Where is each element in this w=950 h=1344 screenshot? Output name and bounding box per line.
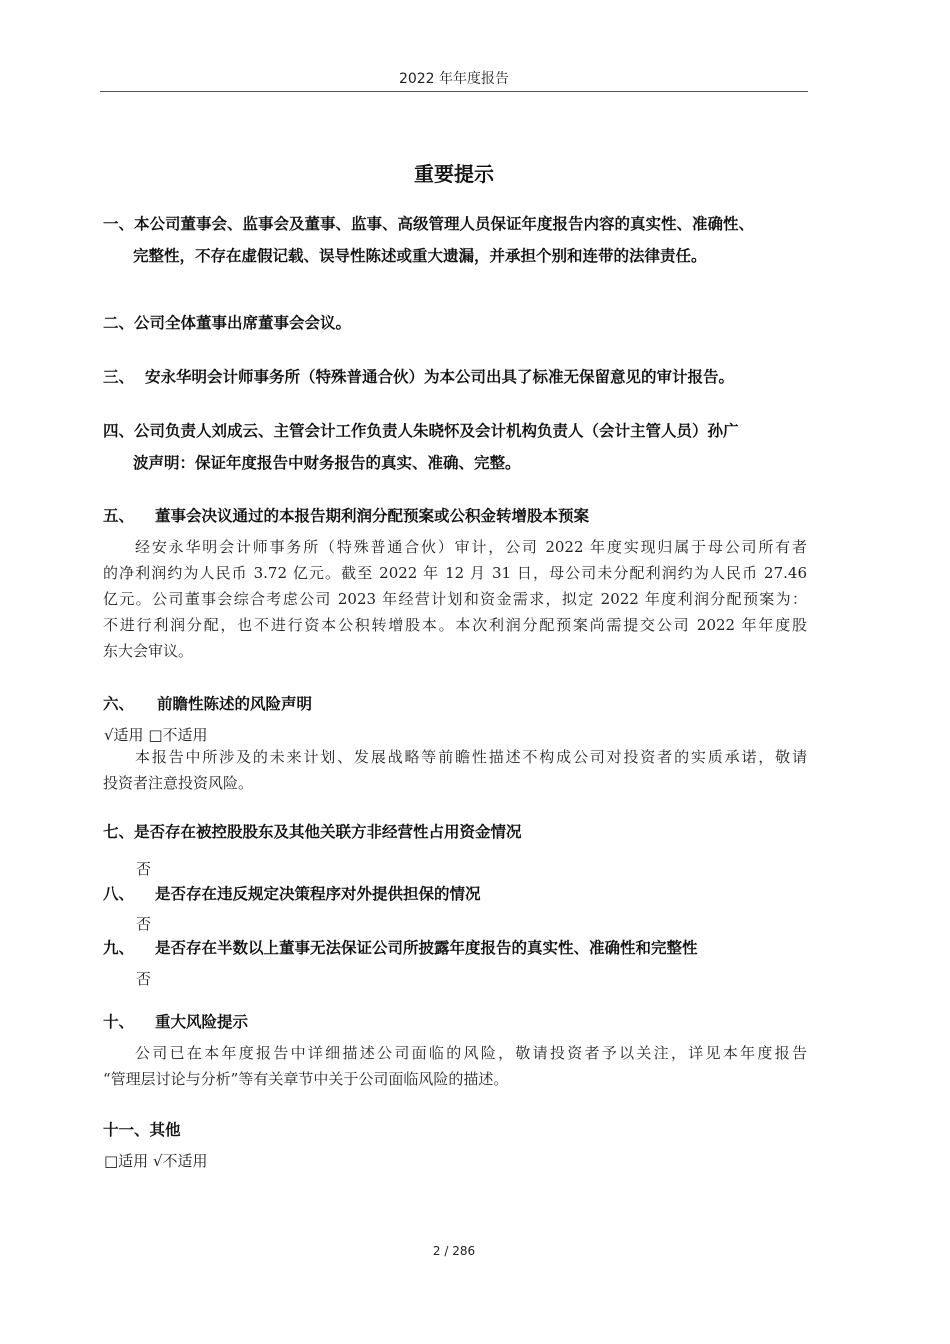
section-5-para-line: 经安永华明会计师事务所（特殊普通合伙）审计，公司 2022 年度实现归属于母公司所有者	[135, 538, 807, 556]
section-4-line-1: 四、公司负责人刘成云、主管会计工作负责人朱晓怀及会计机构负责人（会计主管人员）孙广	[103, 422, 739, 440]
header-divider	[100, 91, 808, 92]
section-1-line-1: 一、本公司董事会、监事会及董事、监事、高级管理人员保证年度报告内容的真实性、准确性、	[103, 215, 755, 233]
section-9-heading: 是否存在半数以上董事无法保证公司所披露年度报告的真实性、准确性和完整性	[155, 939, 698, 957]
section-5-para-line: 东大会审议。	[103, 642, 194, 660]
section-10-heading: 重大风险提示	[155, 1013, 249, 1031]
section-6-applicability: √适用 □不适用	[104, 726, 208, 744]
section-5-para-line: 的净利润约为人民币 3.72 亿元。截至 2022 年 12 月 31 日，母公司未分配利润约为人民币 27.46	[103, 564, 807, 582]
section-6-para-line: 投资者注意投资风险。	[103, 774, 254, 792]
section-2: 二、公司全体董事出席董事会会议。	[103, 314, 352, 332]
section-5-heading: 董事会决议通过的本报告期利润分配预案或公积金转增股本预案	[155, 507, 590, 525]
section-9-number: 九、	[103, 939, 135, 957]
section-8-heading: 是否存在违反规定决策程序对外提供担保的情况	[155, 885, 481, 903]
section-3-text: 安永华明会计师事务所（特殊普通合伙）为本公司出具了标准无保留意见的审计报告。	[145, 368, 735, 386]
section-3-number: 三、	[103, 368, 135, 386]
section-5-para-line: 亿元。公司董事会综合考虑公司 2023 年经营计划和资金需求，拟定 2022 年度利润分配预案为：	[103, 590, 807, 608]
page-title: 重要提示	[414, 162, 494, 186]
section-6-para-line: 本报告中所涉及的未来计划、发展战略等前瞻性描述不构成公司对投资者的实质承诺，敬请	[135, 748, 807, 766]
section-10-para-line: 公司已在本年度报告中详细描述公司面临的风险，敬请投资者予以关注，详见本年度报告	[135, 1044, 807, 1062]
section-9-answer: 否	[136, 970, 152, 988]
section-1-line-2: 完整性，不存在虚假记载、误导性陈述或重大遗漏，并承担个别和连带的法律责任。	[133, 247, 707, 265]
running-header: 2022 年年度报告	[398, 71, 510, 87]
page-number: 2 / 286	[432, 1244, 476, 1258]
section-4-line-2: 波声明：保证年度报告中财务报告的真实、准确、完整。	[133, 454, 521, 472]
section-10-number: 十、	[103, 1013, 135, 1031]
section-11-heading: 十一、其他	[103, 1121, 181, 1139]
section-11-applicability: □适用 √不适用	[104, 1152, 208, 1170]
section-6-heading: 前瞻性陈述的风险声明	[157, 695, 313, 713]
section-7-answer: 否	[136, 860, 152, 878]
section-5-para-line: 不进行利润分配，也不进行资本公积转增股本。本次利润分配预案尚需提交公司 2022 年年度股	[103, 616, 807, 634]
section-7-heading: 七、是否存在被控股股东及其他关联方非经营性占用资金情况	[103, 823, 522, 841]
section-5-number: 五、	[103, 507, 135, 525]
section-6-number: 六、	[103, 695, 135, 713]
section-8-number: 八、	[103, 885, 135, 903]
section-8-answer: 否	[136, 915, 152, 933]
section-10-para-line: “管理层讨论与分析”等有关章节中关于公司面临风险的描述。	[103, 1070, 509, 1088]
